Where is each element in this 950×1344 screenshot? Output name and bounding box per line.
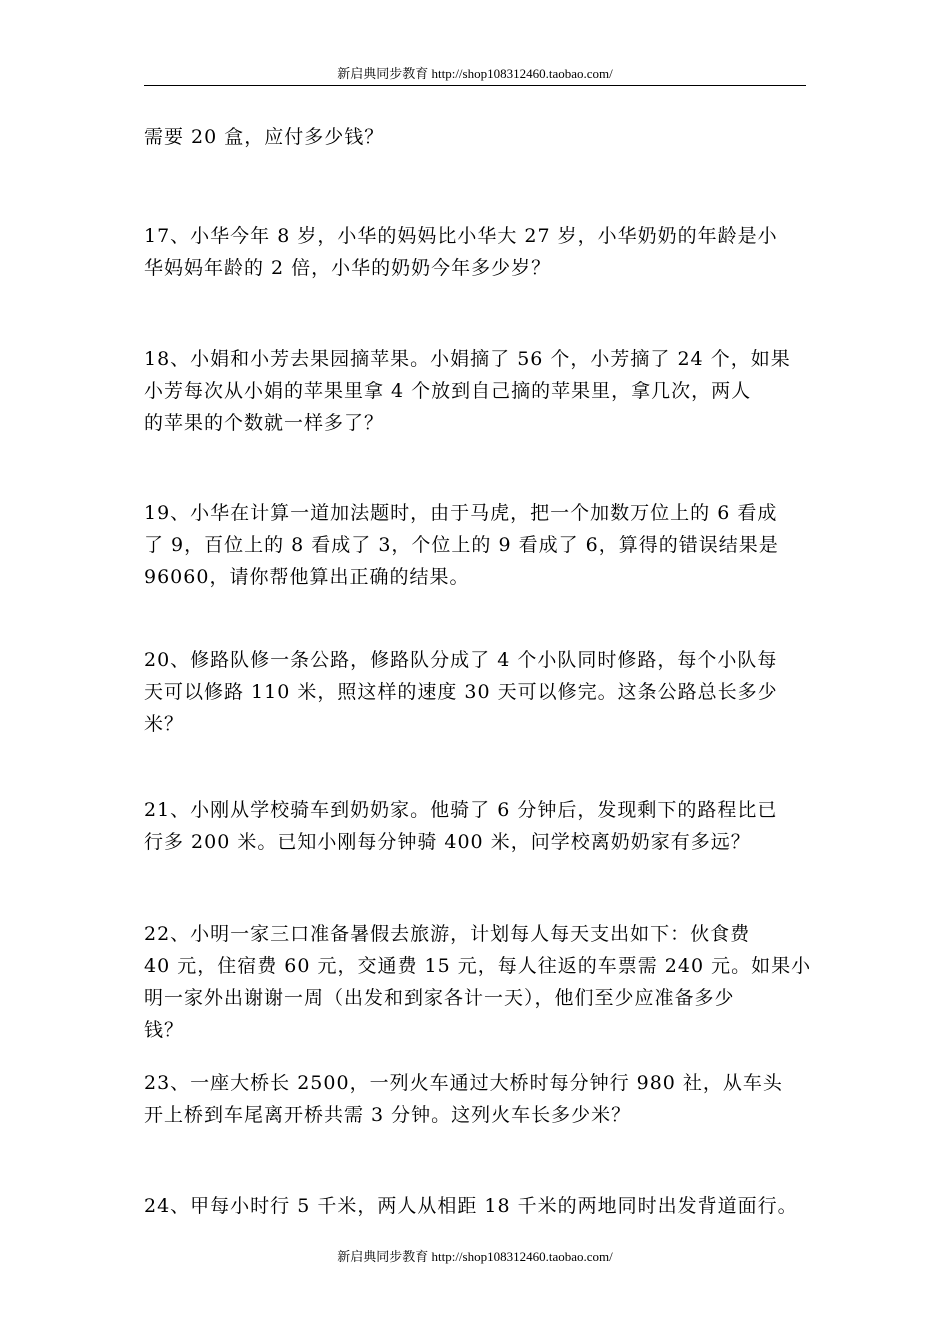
problem-23 bbox=[144, 1067, 812, 1131]
problem-line: 需要 20 盒，应付多少钱？ bbox=[144, 126, 385, 148]
problem-line: 行多 200 米。已知小刚每分钟骑 400 米，问学校离奶奶家有多远？ bbox=[144, 831, 751, 853]
problem-line: 22、小明一家三口准备暑假去旅游，计划每人每天支出如下：伙食费 bbox=[144, 923, 751, 945]
problem-line: 华妈妈年龄的 2 倍，小华的奶奶今年多少岁？ bbox=[144, 257, 552, 279]
problem-22 bbox=[144, 918, 812, 1046]
problem-17 bbox=[144, 220, 812, 284]
problem-line: 天可以修路 110 米，照这样的速度 30 天可以修完。这条公路总长多少 bbox=[144, 681, 778, 703]
problem-line: 40 元，住宿费 60 元，交通费 15 元，每人往返的车票需 240 元。如果小 bbox=[144, 955, 812, 977]
page-header: 新启典同步教育 http://shop108312460.taobao.com/ bbox=[337, 66, 613, 81]
problem-line: 96060，请你帮他算出正确的结果。 bbox=[144, 566, 470, 588]
problem-line: 小芳每次从小娟的苹果里拿 4 个放到自己摘的苹果里，拿几次，两人 bbox=[144, 380, 752, 402]
problem-19 bbox=[144, 497, 812, 593]
problem-line: 24、甲每小时行 5 千米，两人从相距 18 千米的两地同时出发背道面行。 bbox=[144, 1195, 798, 1217]
problem-21 bbox=[144, 794, 812, 858]
problem-line: 19、小华在计算一道加法题时，由于马虎，把一个加数万位上的 6 看成 bbox=[144, 502, 778, 524]
problem-continuation bbox=[144, 121, 812, 153]
problem-line: 开上桥到车尾离开桥共需 3 分钟。这列火车长多少米？ bbox=[144, 1104, 632, 1126]
problem-line: 18、小娟和小芳去果园摘苹果。小娟摘了 56 个，小芳摘了 24 个，如果 bbox=[144, 348, 791, 370]
problem-line: 米？ bbox=[144, 713, 185, 735]
problem-line: 明一家外出谢谢一周（出发和到家各计一天），他们至少应准备多少 bbox=[144, 987, 735, 1009]
problem-20 bbox=[144, 644, 812, 740]
page-footer: 新启典同步教育 http://shop108312460.taobao.com/ bbox=[337, 1249, 613, 1264]
problem-line: 了 9，百位上的 8 看成了 3，个位上的 9 看成了 6，算得的错误结果是 bbox=[144, 534, 779, 556]
problem-line: 20、修路队修一条公路，修路队分成了 4 个小队同时修路，每个小队每 bbox=[144, 649, 778, 671]
problem-line: 21、小刚从学校骑车到奶奶家。他骑了 6 分钟后，发现剩下的路程比已 bbox=[144, 799, 778, 821]
problem-line: 23、一座大桥长 2500，一列火车通过大桥时每分钟行 980 社，从车头 bbox=[144, 1072, 783, 1094]
problem-24 bbox=[144, 1190, 812, 1222]
problem-line: 的苹果的个数就一样多了？ bbox=[144, 412, 385, 434]
problem-18 bbox=[144, 343, 812, 439]
problem-line: 17、小华今年 8 岁，小华的妈妈比小华大 27 岁，小华奶奶的年龄是小 bbox=[144, 225, 778, 247]
header-divider bbox=[144, 85, 806, 86]
problem-line: 钱？ bbox=[144, 1019, 185, 1041]
